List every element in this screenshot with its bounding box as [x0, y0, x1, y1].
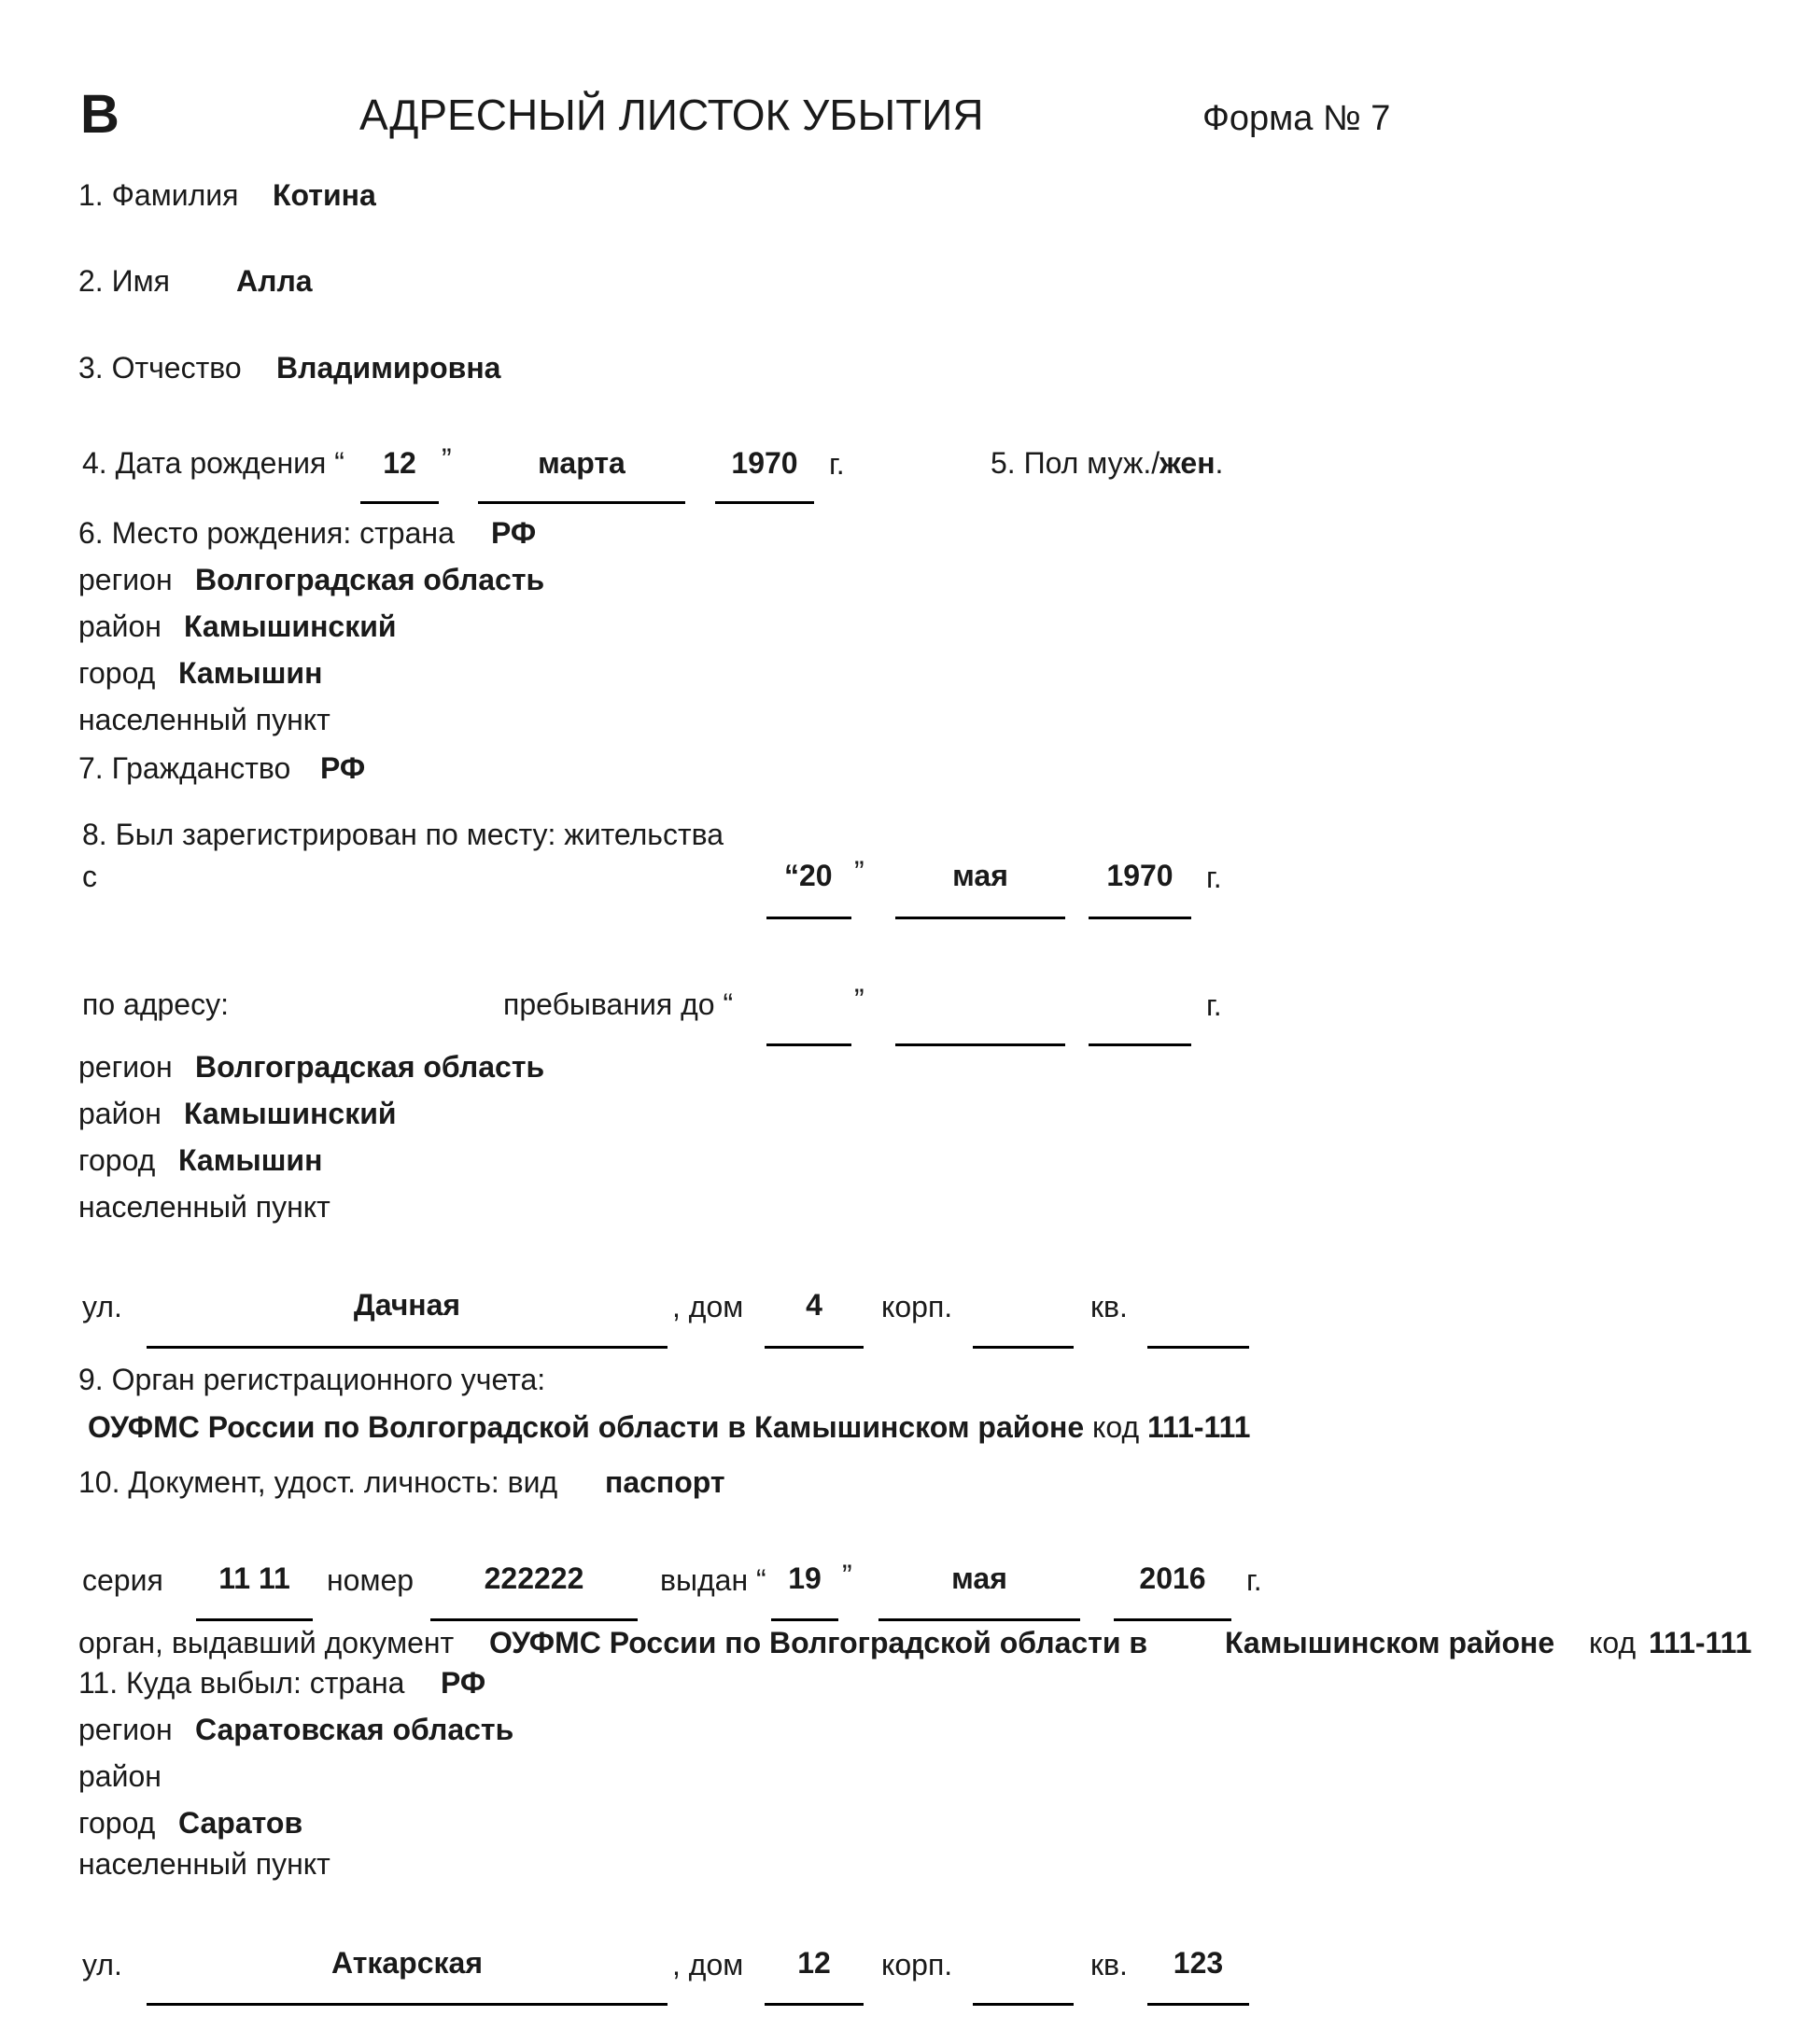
document-label: 10. Документ, удост. личность: вид	[78, 1465, 558, 1499]
destination-house-label: , дом	[672, 1948, 744, 1981]
form-letter: В	[80, 84, 119, 145]
destination-district-label: район	[78, 1759, 162, 1793]
document-issued-month: мая	[951, 1561, 1007, 1595]
document-issued-quote: ”	[842, 1559, 852, 1592]
destination-apt-value: 123	[1173, 1946, 1224, 1980]
authority-line: ОУФМС России по Волгоградской области в Камышинском районе код 111-111	[88, 1410, 1251, 1444]
birth-region-label: регион	[78, 563, 173, 596]
destination-apt-underline	[1147, 2003, 1249, 2006]
registration-stay-quote: ”	[854, 983, 864, 1016]
document-number-underline	[430, 1618, 638, 1621]
citizenship-label: 7. Гражданство	[78, 751, 291, 785]
destination-street-underline	[147, 2003, 668, 2006]
document-issued-day-underline	[771, 1618, 838, 1621]
birth-day-underline	[360, 501, 439, 504]
birth-settlement-label: населенный пункт	[78, 703, 330, 736]
issuer-code-label: код	[1589, 1626, 1637, 1659]
registration-district-label: район	[78, 1097, 162, 1130]
destination-city-label: город	[78, 1806, 156, 1840]
surname-label: 1. Фамилия	[78, 178, 239, 212]
document-series-value: 11 11	[218, 1561, 290, 1595]
issuer-value-part2: Камышинском районе	[1225, 1626, 1555, 1659]
registration-from-year: 1970	[1106, 859, 1174, 892]
destination-street-label: ул.	[82, 1948, 122, 1981]
birth-district-label: район	[78, 609, 162, 643]
issuer-code-value: 111-111	[1649, 1626, 1752, 1659]
birth-country-value: РФ	[491, 516, 537, 550]
registration-house-underline	[765, 1346, 864, 1349]
birth-day-quote: ”	[442, 442, 452, 476]
destination-house-underline	[765, 2003, 864, 2006]
birth-month-underline	[478, 501, 685, 504]
citizenship-value: РФ	[320, 751, 366, 785]
registration-building-underline	[973, 1346, 1074, 1349]
authority-label: 9. Орган регистрационного учета:	[78, 1363, 546, 1396]
sex-value: жен	[1160, 446, 1216, 480]
registration-building-label: корп.	[881, 1290, 953, 1323]
registration-city-value: Камышин	[178, 1143, 323, 1177]
document-issued-year: 2016	[1139, 1561, 1206, 1595]
document-series-label: серия	[82, 1563, 163, 1597]
registration-address-label: по адресу:	[82, 987, 229, 1021]
registration-house-label: , дом	[672, 1290, 744, 1323]
document-issued-month-underline	[878, 1618, 1080, 1621]
destination-building-label: корп.	[881, 1948, 953, 1981]
registration-house-value: 4	[806, 1288, 822, 1322]
registration-settlement-label: населенный пункт	[78, 1190, 330, 1224]
registration-street-value: Дачная	[353, 1288, 461, 1322]
registration-from-year-suffix: г.	[1206, 861, 1222, 894]
document-type: паспорт	[605, 1465, 725, 1499]
registration-apt-underline	[1147, 1346, 1249, 1349]
registration-from-month: мая	[952, 859, 1008, 892]
birth-year-suffix: г.	[829, 447, 845, 481]
birth-district-value: Камышинский	[184, 609, 397, 643]
registration-district-value: Камышинский	[184, 1097, 397, 1130]
patronymic-value: Владимировна	[276, 351, 501, 385]
destination-city-value: Саратов	[178, 1806, 303, 1840]
registration-from-month-underline	[895, 917, 1065, 919]
registration-street-underline	[147, 1346, 668, 1349]
registration-stay-year-suffix: г.	[1206, 988, 1222, 1022]
destination-apt-label: кв.	[1090, 1948, 1128, 1981]
registration-stay-label: пребывания до “	[503, 987, 734, 1021]
registration-region-label: регион	[78, 1050, 173, 1084]
first-name-value: Алла	[236, 264, 313, 298]
registration-from-day-underline	[766, 917, 851, 919]
document-issued-label: выдан “	[660, 1563, 766, 1597]
registration-from-day: “20	[784, 859, 833, 892]
birth-day: 12	[383, 446, 416, 480]
registration-city-label: город	[78, 1143, 156, 1177]
birth-region-value: Волгоградская область	[195, 563, 545, 596]
registration-stay-year-underline	[1089, 1043, 1191, 1046]
destination-house-value: 12	[797, 1946, 831, 1980]
issuer-value-part1: ОУФМС России по Волгоградской области в	[489, 1626, 1148, 1659]
form-title: АДРЕСНЫЙ ЛИСТОК УБЫТИЯ	[359, 91, 984, 139]
authority-value: ОУФМС России по Волгоградской области в Камышинском районе	[88, 1410, 1085, 1444]
authority-code: 111-111	[1147, 1410, 1251, 1444]
issuer-label: орган, выдавший документ	[78, 1626, 455, 1659]
registration-street-label: ул.	[82, 1290, 122, 1323]
birth-year-underline	[715, 501, 814, 504]
destination-settlement-label: населенный пункт	[78, 1847, 330, 1881]
first-name-label: 2. Имя	[78, 264, 170, 298]
registration-from-label: с	[82, 860, 97, 893]
registration-stay-day-underline	[766, 1043, 851, 1046]
birth-year: 1970	[731, 446, 798, 480]
document-issued-year-suffix: г.	[1246, 1563, 1262, 1597]
surname-value: Котина	[273, 178, 376, 212]
registration-from-quote: ”	[854, 855, 864, 889]
birth-city-value: Камышин	[178, 656, 323, 690]
registration-from-year-underline	[1089, 917, 1191, 919]
destination-region-value: Саратовская область	[195, 1713, 514, 1746]
destination-country-value: РФ	[441, 1666, 486, 1700]
destination-building-underline	[973, 2003, 1074, 2006]
destination-region-label: регион	[78, 1713, 173, 1746]
document-issued-year-underline	[1114, 1618, 1231, 1621]
birth-city-label: город	[78, 656, 156, 690]
document-series-underline	[196, 1618, 313, 1621]
registration-region-value: Волгоградская область	[195, 1050, 545, 1084]
form-number: Форма № 7	[1202, 99, 1391, 138]
document-number-value: 222222	[484, 1561, 584, 1595]
registration-label: 8. Был зарегистрирован по месту: жительства	[82, 818, 724, 851]
registration-apt-label: кв.	[1090, 1290, 1128, 1323]
patronymic-label: 3. Отчество	[78, 351, 242, 385]
registration-stay-month-underline	[895, 1043, 1065, 1046]
birth-date-label: 4. Дата рождения “	[82, 446, 344, 480]
document-issued-day: 19	[788, 1561, 822, 1595]
destination-street-value: Аткарская	[331, 1946, 483, 1980]
document-number-label: номер	[327, 1563, 415, 1597]
destination-country-label: 11. Куда выбыл: страна	[78, 1666, 405, 1700]
sex-field: 5. Пол муж./жен.	[991, 446, 1224, 480]
birth-country-label: 6. Место рождения: страна	[78, 516, 455, 550]
birth-month: марта	[538, 446, 625, 480]
